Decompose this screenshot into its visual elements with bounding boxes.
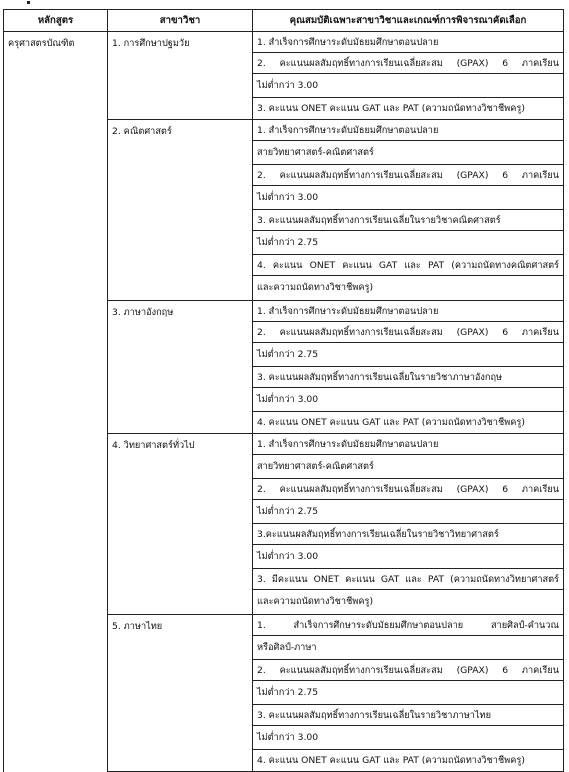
criteria-cell — [253, 32, 564, 120]
criteria-line: ไม่ต่ำกว่า 3.00 — [253, 388, 563, 412]
header-program: หลักสูตร — [4, 10, 108, 32]
criteria-cell — [253, 615, 564, 772]
criteria-cell — [253, 301, 564, 434]
criteria-line: 2. คะแนนผลสัมฤทธิ์ทางการเรียนเฉลี่ยสะสม (GPAX) 6 ภาคเรียน — [253, 322, 563, 343]
criteria-line: 1. สำเร็จการศึกษาระดับมัธยมศึกษาตอนปลาย สายศิลป์-คำนวณ — [253, 615, 563, 636]
criteria-line: ไม่ต่ำกว่า 3.00 — [253, 74, 563, 98]
criteria-line: สายวิทยาศาสตร์-คณิตศาสตร์ — [253, 455, 563, 479]
header-major: สาขาวิชา — [108, 10, 253, 32]
major-name: 3. ภาษาอังกฤษ — [112, 307, 174, 318]
major-cell — [108, 615, 253, 772]
table-row — [4, 32, 564, 120]
major-name: 4. วิทยาศาสตร์ทั่วไป — [112, 440, 195, 451]
stray-mark — [27, 1, 30, 4]
admission-requirements-table — [3, 9, 564, 772]
criteria-line: 2. คะแนนผลสัมฤทธิ์ทางการเรียนเฉลี่ยสะสม (GPAX) 6 ภาคเรียน — [253, 479, 563, 500]
criteria-line: 1. สำเร็จการศึกษาระดับมัธยมศึกษาตอนปลาย — [253, 434, 563, 455]
criteria-line: 3. คะแนนผลสัมฤทธิ์ทางการเรียนเฉลี่ยในรายวิชาภาษาอังกฤษ — [253, 367, 563, 388]
major-name: 2. คณิตศาสตร์ — [112, 126, 172, 137]
criteria-line: ไม่ต่ำกว่า 2.75 — [253, 343, 563, 367]
program-cell — [4, 32, 108, 772]
criteria-line: ไม่ต่ำกว่า 3.00 — [253, 545, 563, 569]
criteria-line: 3. คะแนนผลสัมฤทธิ์ทางการเรียนเฉลี่ยในรายวิชาภาษาไทย — [253, 705, 563, 726]
criteria-cell — [253, 434, 564, 615]
criteria-line: 4. คะแนน ONET คะแนน GAT และ PAT (ความถนัดทางคณิตศาสตร์ — [253, 255, 563, 276]
criteria-line: ไม่ต่ำกว่า 3.00 — [253, 186, 563, 210]
major-name: 1. การศึกษาปฐมวัย — [112, 38, 190, 49]
criteria-line: ไม่ต่ำกว่า 3.00 — [253, 726, 563, 750]
criteria-line: 3. คะแนน ONET คะแนน GAT และ PAT (ความถนัดทางวิชาชีพครู) — [257, 103, 525, 114]
criteria-line: 1. สำเร็จการศึกษาระดับมัธยมศึกษาตอนปลาย — [253, 301, 563, 322]
criteria-line: 3. มีคะแนน ONET คะแนน GAT และ PAT (ความถนัดทางวิทยาศาสตร์ — [253, 569, 563, 590]
criteria-line: ไม่ต่ำกว่า 2.75 — [253, 231, 563, 255]
major-cell — [108, 434, 253, 615]
major-cell — [108, 301, 253, 434]
major-cell — [108, 120, 253, 301]
criteria-line: ไม่ต่ำกว่า 2.75 — [253, 681, 563, 705]
criteria-line: และความถนัดทางวิชาชีพครู) — [257, 596, 374, 607]
criteria-line: 4. คะแนน ONET คะแนน GAT และ PAT (ความถนัดทางวิชาชีพครู) — [257, 417, 525, 428]
criteria-line: 1. สำเร็จการศึกษาระดับมัธยมศึกษาตอนปลาย — [253, 32, 563, 53]
major-cell — [108, 32, 253, 120]
criteria-line: 1. สำเร็จการศึกษาระดับมัธยมศึกษาตอนปลาย — [253, 120, 563, 141]
criteria-line: 3.คะแนนผลสัมฤทธิ์ทางการเรียนเฉลี่ยในรายวิชาวิทยาศาสตร์ — [253, 524, 563, 545]
criteria-line: 4. คะแนน ONET คะแนน GAT และ PAT (ความถนัดทางวิชาชีพครู) — [257, 755, 525, 766]
criteria-line: 2. คะแนนผลสัมฤทธิ์ทางการเรียนเฉลี่ยสะสม (GPAX) 6 ภาคเรียน — [253, 53, 563, 74]
header-criteria: คุณสมบัติเฉพาะสาขาวิชาและเกณฑ์การพิจารณาคัดเลือก — [253, 10, 564, 32]
criteria-line: ไม่ต่ำกว่า 2.75 — [253, 500, 563, 524]
criteria-line: หรือศิลป์-ภาษา — [253, 636, 563, 660]
criteria-line: 2. คะแนนผลสัมฤทธิ์ทางการเรียนเฉลี่ยสะสม (GPAX) 6 ภาคเรียน — [253, 660, 563, 681]
criteria-line: 2. คะแนนผลสัมฤทธิ์ทางการเรียนเฉลี่ยสะสม (GPAX) 6 ภาคเรียน — [253, 165, 563, 186]
criteria-line: และความถนัดทางวิชาชีพครู) — [257, 282, 374, 293]
header-row — [4, 10, 564, 32]
program-name: ครุศาสตรบัณฑิต — [8, 38, 75, 49]
criteria-line: 3. คะแนนผลสัมฤทธิ์ทางการเรียนเฉลี่ยในรายวิชาคณิตศาสตร์ — [253, 210, 563, 231]
criteria-cell — [253, 120, 564, 301]
major-name: 5. ภาษาไทย — [112, 621, 163, 632]
criteria-line: สายวิทยาศาสตร์-คณิตศาสตร์ — [253, 141, 563, 165]
